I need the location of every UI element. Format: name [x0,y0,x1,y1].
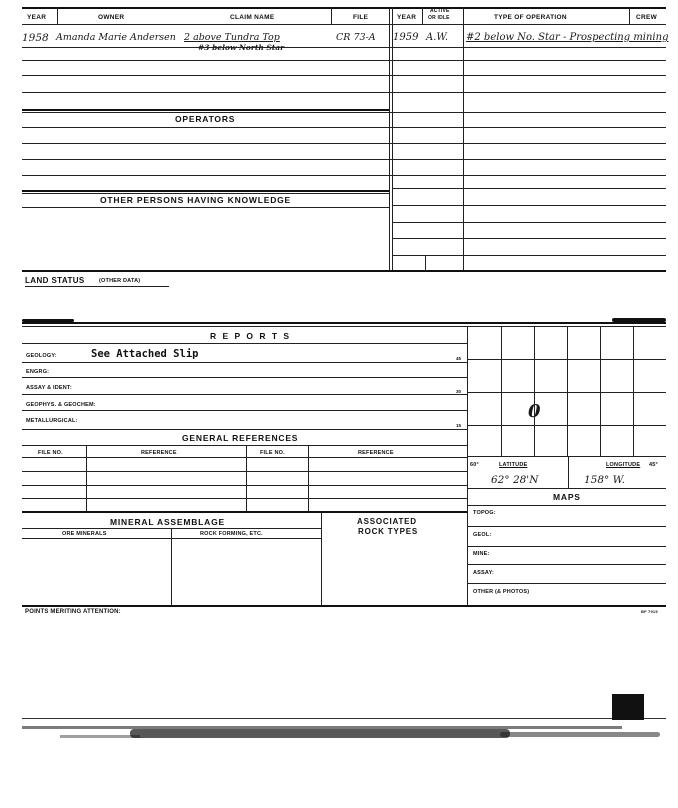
form-number: BF 7915 [641,609,658,614]
entry-year2: 1959 [393,32,419,43]
metallurgical-label: METALLURGICAL: [26,418,78,424]
rock-types-label: ROCK TYPES [358,527,419,536]
year-header: YEAR [27,14,47,21]
maps-other-label: OTHER (& PHOTOS) [473,589,530,595]
crew-header: CREW [636,14,658,21]
year2-header: YEAR [397,14,417,21]
entry-owner: Amanda Marie Andersen [56,32,176,43]
file-no2-header: FILE NO. [260,450,285,456]
rock-forming-header: ROCK FORMING, ETC. [200,531,263,537]
mineral-assemblage-heading: MINERAL ASSEMBLAGE [110,517,225,527]
maps-heading: MAPS [553,492,581,502]
owner-header: OWNER [98,14,125,21]
land-status-label: LAND STATUS [25,276,85,285]
type-of-operation-header: TYPE OF OPERATION [494,14,567,21]
geophys-label: GEOPHYS. & GEOCHEM: [26,402,96,408]
maps-geol-label: GEOL: [473,532,492,538]
other-persons-heading: OTHER PERSONS HAVING KNOWLEDGE [100,195,292,205]
land-status-sublabel: (OTHER DATA) [99,278,141,284]
entry-active-idle: A.W. [426,32,449,43]
scale-30: 30 [456,389,462,394]
maps-topog-label: TOPOG: [473,510,496,516]
assay-label: ASSAY & IDENT: [26,385,72,391]
maps-mine-label: MINE: [473,551,490,557]
latitude-label: LATITUDE [499,462,528,468]
latitude-value: 62° 28'N [491,474,539,486]
associated-label: ASSOCIATED [357,517,417,526]
entry-type-of-operation: #2 below No. Star - Prospecting mining [466,32,669,43]
operators-heading: OPERATORS [175,114,236,124]
file-header: FILE [353,14,369,21]
engrg-label: ENGRG: [26,369,50,375]
claim-name-header: CLAIM NAME [230,14,275,21]
ore-minerals-header: ORE MINERALS [62,531,107,537]
right-degree-label: 45° [649,462,658,468]
longitude-label: LONGITUDE [606,462,641,468]
reference2-header: REFERENCE [358,450,394,456]
reports-heading: R E P O R T S [210,331,292,341]
maps-assay-label: ASSAY: [473,570,495,576]
longitude-value: 158° W. [584,474,625,486]
entry-file: CR 73-A [336,32,376,43]
geology-value: See Attached Slip [91,348,199,360]
scale-15: 15 [456,423,462,428]
grid-location-mark: 0 [528,401,541,422]
geology-label: GEOLOGY: [26,353,57,359]
entry-year: 1958 [22,32,49,44]
general-references-heading: GENERAL REFERENCES [182,433,299,443]
points-meriting-attention-label: POINTS MERITING ATTENTION: [25,609,121,615]
or-idle-header: OR IDLE [428,15,450,21]
reference-header: REFERENCE [141,450,177,456]
file-no-header: FILE NO. [38,450,63,456]
active-header: ACTIVE [430,8,450,14]
scale-45: 45 [456,356,462,361]
left-degree-label: 60° [470,462,479,468]
entry-claim-name-line2: #3 below North Star [198,43,285,52]
entry-claim-name: 2 above Tundra Top [184,32,280,43]
